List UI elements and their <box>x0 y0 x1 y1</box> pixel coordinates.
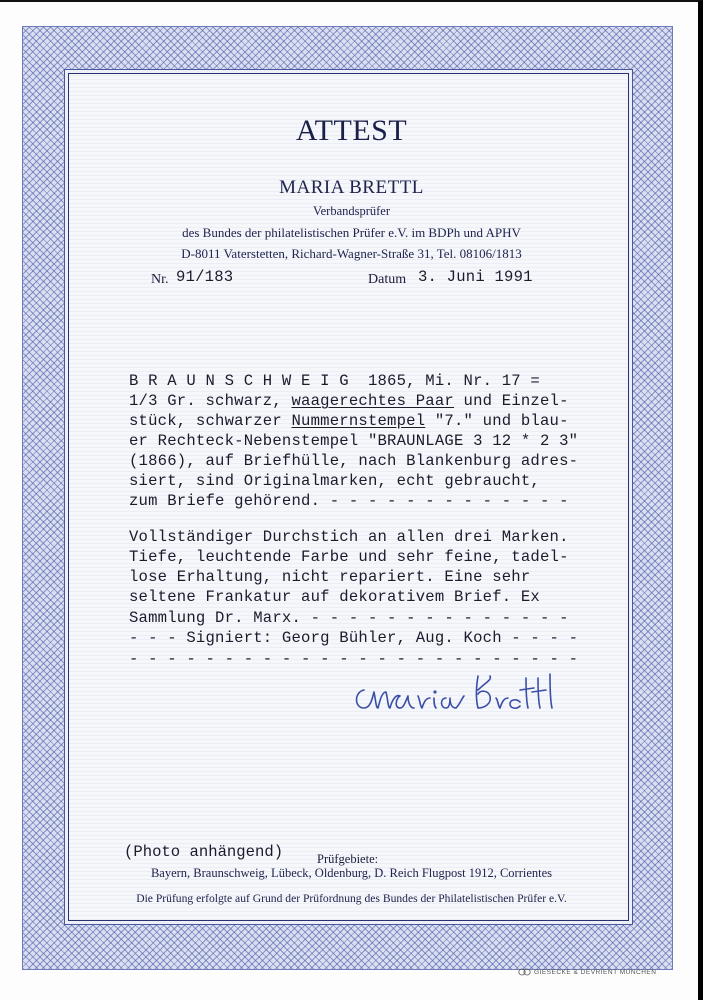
nr-label: Nr. <box>151 272 169 287</box>
condition-line: Vollständiger Durchstich an allen drei Marken. <box>129 528 569 546</box>
printer-logo-icon <box>518 968 532 976</box>
description-line <box>129 414 569 430</box>
examiner-name: MARIA BRETTL <box>279 177 424 198</box>
examiner-association: des Bundes der philatelistischen Prüfer e.V. im BDPh und APHV <box>182 225 521 240</box>
description-segment: 1/3 Gr. schwarz, <box>129 392 292 410</box>
dash-line: - - - - - - - - - - - - - - - - - - - - - - - - <box>129 650 579 668</box>
handwritten-signature <box>350 668 560 718</box>
description-line <box>129 394 569 410</box>
condition-line: Tiefe, leuchtende Farbe und sehr feine, tadel- <box>129 548 569 566</box>
datum-label: Datum <box>368 272 407 287</box>
printer-imprint: GIESECKE & DEVRIENT MÜNCHEN <box>534 969 657 976</box>
description-segment: stück, schwarzer <box>129 412 292 430</box>
description-line: B R A U N S C H W E I G 1865, Mi. Nr. 17 = <box>129 372 540 390</box>
datum-value: 3. Juni 1991 <box>418 268 533 286</box>
pruefgebiete-label: Prüfgebiete: <box>317 852 379 866</box>
description-segment: "7." und blau- <box>425 412 569 430</box>
photo-note: (Photo anhängend) <box>124 843 284 861</box>
description-segment-underlined: Nummernstempel <box>291 412 426 430</box>
description-segment: und Einzel- <box>453 392 569 410</box>
condition-line: lose Erhaltung, nicht repariert. Eine sehr <box>129 568 531 586</box>
description-line: zum Briefe gehörend. - - - - - - - - - - - - - <box>129 492 569 510</box>
examiner-address: D-8011 Vaterstetten, Richard-Wagner-Straße 31, Tel. 08106/1813 <box>181 246 522 261</box>
description-line: siert, sind Originalmarken, echt gebraucht, <box>129 472 540 490</box>
examiner-role: Verbandsprüfer <box>312 204 391 218</box>
condition-line: seltene Frankatur auf dekorativem Brief. Ex <box>129 588 540 606</box>
description-line: er Rechteck-Nebenstempel "BRAUNLAGE 3 12 * 2 3" <box>129 432 579 450</box>
pruefordnung-note: Die Prüfung erfolgte auf Grund der Prüfordnung des Bundes der Philatelistischen Prüfer e.V. <box>136 892 567 905</box>
certificate-title: ATTEST <box>295 114 408 147</box>
pruefgebiete-list: Bayern, Braunschweig, Lübeck, Oldenburg, D. Reich Flugpost 1912, Corrientes <box>150 866 553 880</box>
description-line: (1866), auf Briefhülle, nach Blankenburg adres- <box>129 452 579 470</box>
description-segment-underlined: waagerechtes Paar <box>291 392 454 410</box>
nr-value: 91/183 <box>176 268 234 286</box>
condition-line: Sammlung Dr. Marx. - - - - - - - - - - - - - - <box>129 609 569 627</box>
signed-by-line: - - - Signiert: Georg Bühler, Aug. Koch - - - - <box>129 629 579 647</box>
